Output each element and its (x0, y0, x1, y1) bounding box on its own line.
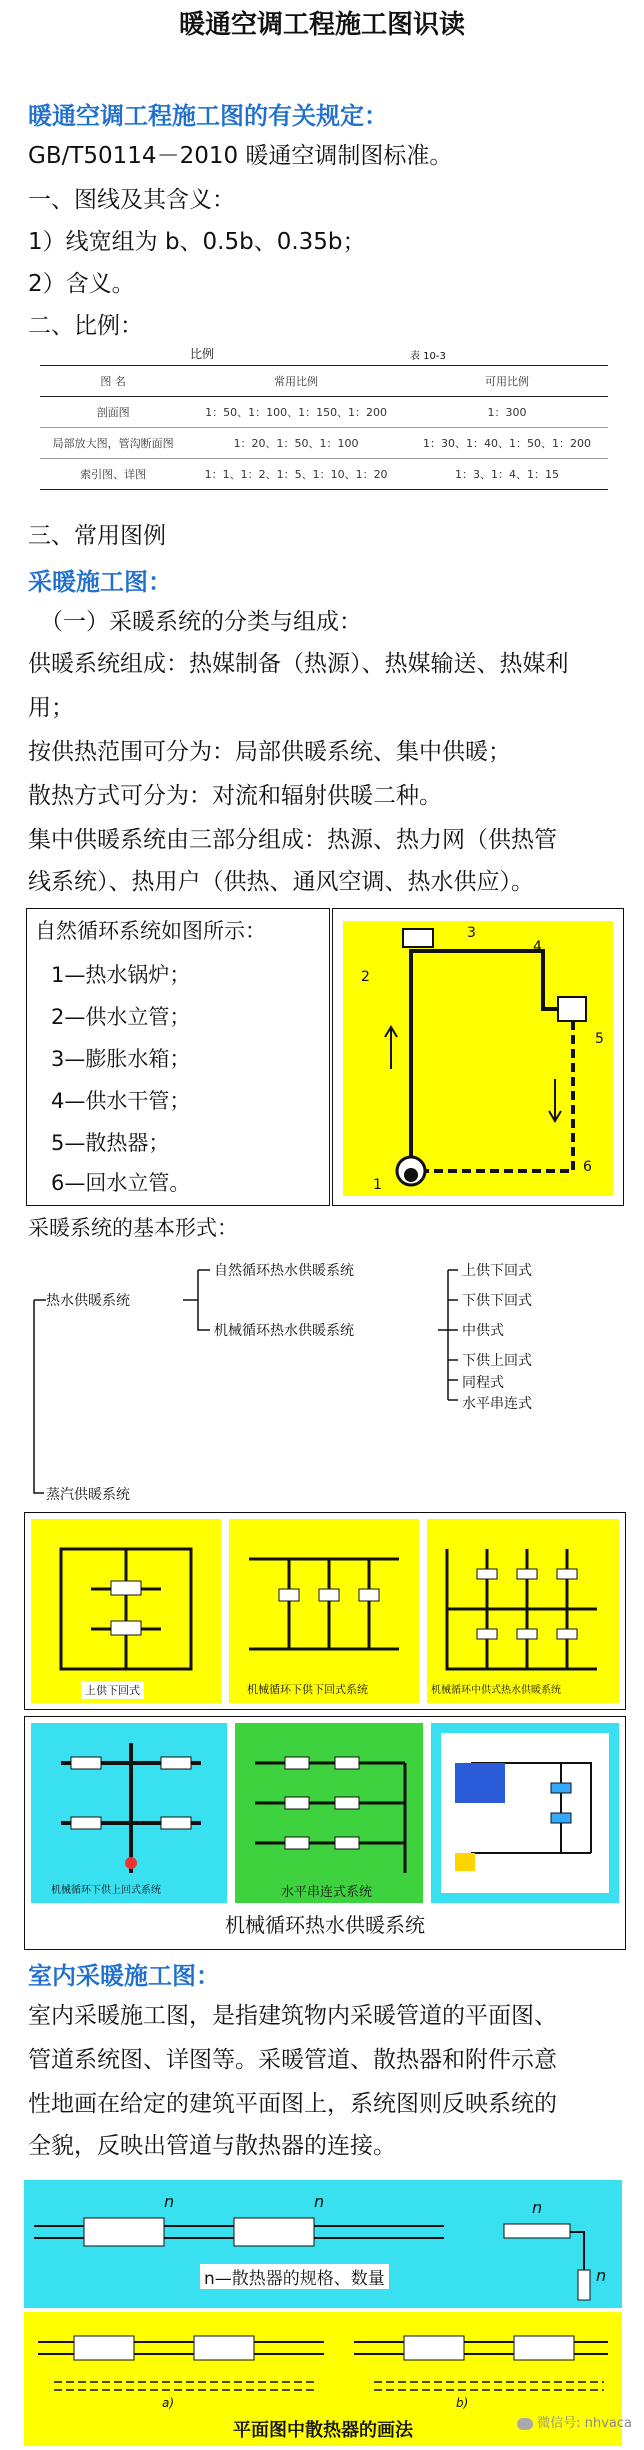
text-line: 散热方式可分为：对流和辐射供暖二种。 (28, 783, 442, 809)
watermark: 微信号: nhvaca (517, 2412, 632, 2431)
text-line: 供暖系统组成：热媒制备（热源）、热媒输送、热媒利 (28, 651, 569, 677)
list-item: 3—膨胀水箱； (51, 1047, 191, 1071)
tree-leaf: 中供式 (462, 1323, 504, 1339)
plan-note: n—散热器的规格、数量 (200, 2264, 389, 2289)
diagram-label: 4 (533, 939, 542, 955)
table-cell: 1：20、1：50、1：100 (186, 428, 406, 459)
list-intro: 自然循环系统如图所示： (35, 919, 266, 943)
natural-circulation-list (26, 908, 330, 1206)
sub-label-b: b) (456, 2396, 469, 2410)
table-header: 常用比例 (186, 366, 406, 397)
panel-caption: 上供下回式 (81, 1681, 144, 1699)
scale-table (40, 345, 608, 505)
table-caption: 比例 (190, 347, 215, 361)
wechat-icon (517, 2418, 533, 2430)
plan-caption: 平面图中散热器的画法 (233, 2420, 413, 2441)
tree-steam: 蒸汽供暖系统 (46, 1487, 130, 1503)
table-row (40, 428, 608, 459)
diagram-label: 2 (361, 969, 370, 985)
n-label: n (314, 2192, 325, 2211)
table-cell: 局部放大图，管沟断面图 (40, 428, 186, 459)
tree-leaf: 同程式 (462, 1375, 504, 1391)
tree-branch-mechanical: 机械循环热水供暖系统 (214, 1323, 354, 1339)
text-line: 管道系统图、详图等。采暖管道、散热器和附件示意 (28, 2047, 557, 2073)
table-cell: 1：50、1：100、1：150、1：200 (186, 397, 406, 428)
diagram-label: 3 (467, 925, 476, 941)
text-line: 一、图线及其含义： (28, 187, 235, 213)
list-item: 6—回水立管。 (51, 1171, 191, 1195)
text-line: 按供热范围可分为：局部供暖系统、集中供暖； (28, 739, 511, 765)
section-heading-indoor: 室内采暖施工图： (28, 1962, 220, 1990)
forms-heading: 采暖系统的基本形式： (28, 1216, 238, 1240)
text-line: 性地画在给定的建筑平面图上，系统图则反映系统的 (28, 2091, 557, 2117)
gallery-row-1 (24, 1512, 626, 1710)
n-label: n (164, 2192, 175, 2211)
table-header: 图 名 (40, 366, 186, 397)
tree-leaf: 下供下回式 (462, 1293, 532, 1309)
sub-label-a: a) (162, 2396, 175, 2410)
gallery-row-2 (24, 1716, 626, 1950)
table-cell: 1：3、1：4、1：15 (406, 459, 608, 490)
table-row (40, 397, 608, 428)
diagram-panel (31, 1723, 227, 1903)
n-label: n (532, 2198, 543, 2217)
list-item: 4—供水干管； (51, 1089, 191, 1113)
panel-caption: 机械循环下供上回式系统 (51, 1885, 161, 1896)
diagram-label: 5 (595, 1031, 604, 1047)
table-cell: 1：30、1：40、1：50、1：200 (406, 428, 608, 459)
diagram-label: 6 (583, 1159, 592, 1175)
diagram-panel (427, 1519, 619, 1703)
diagram-panel (31, 1519, 221, 1703)
table-row (40, 459, 608, 490)
diagram-label: 1 (373, 1177, 382, 1193)
section-heading-heating: 采暖施工图： (28, 568, 172, 596)
tree-root: 热水供暖系统 (46, 1293, 130, 1309)
table-cell: 1：1、1：2、1：5、1：10、1：20 (186, 459, 406, 490)
text-line: 二、比例： (28, 313, 143, 339)
list-item: 2—供水立管； (51, 1005, 191, 1029)
natural-circulation-diagram (332, 908, 624, 1206)
forms-tree-lines (28, 1248, 628, 1508)
text-line: 用； (28, 695, 74, 721)
text-line: 全貌，反映出管道与散热器的连接。 (28, 2133, 396, 2159)
tree-leaf: 下供上回式 (462, 1353, 532, 1369)
text-line: 线系统）、热用户（供热、通风空调、热水供应）。 (28, 869, 534, 895)
page-title: 暖通空调工程施工图识读 (178, 10, 465, 40)
diagram-panel (229, 1519, 419, 1703)
panel-caption: 机械循环中供式热水供暖系统 (431, 1685, 561, 1696)
text-line: 1）线宽组为 b、0.5b、0.35b； (28, 229, 366, 255)
text-line: 室内采暖施工图，是指建筑物内采暖管道的平面图、 (28, 2003, 557, 2029)
text-line: 2）含义。 (28, 271, 135, 297)
table-number: 表 10-3 (410, 351, 446, 362)
table-cell: 1：300 (406, 397, 608, 428)
table-cell: 剖面图 (40, 397, 186, 428)
panel-caption: 水平串连式系统 (281, 1885, 373, 1900)
tree-branch-natural: 自然循环热水供暖系统 (214, 1263, 354, 1279)
tree-leaf: 水平串连式 (462, 1396, 532, 1412)
text-line: （一）采暖系统的分类与组成： (40, 609, 362, 635)
list-item: 5—散热器； (51, 1131, 170, 1155)
list-item: 1—热水锅炉； (51, 963, 191, 987)
n-label: n (596, 2266, 607, 2285)
section-heading-regulations: 暖通空调工程施工图的有关规定： (28, 102, 388, 130)
table-cell: 索引图、详图 (40, 459, 186, 490)
gallery-caption: 机械循环热水供暖系统 (225, 1913, 425, 1937)
tree-leaf: 上供下回式 (462, 1263, 532, 1279)
text-line: 三、常用图例 (28, 523, 166, 549)
diagram-panel (235, 1723, 423, 1903)
panel-caption: 机械循环下供下回式系统 (247, 1683, 368, 1696)
plan-figure-cyan (24, 2180, 622, 2308)
diagram-panel (431, 1723, 619, 1903)
text-line: 集中供暖系统由三部分组成：热源、热力网（供热管 (28, 827, 557, 853)
text-line: GB/T50114－2010 暖通空调制图标准。 (28, 143, 453, 169)
table-header: 可用比例 (406, 366, 608, 397)
